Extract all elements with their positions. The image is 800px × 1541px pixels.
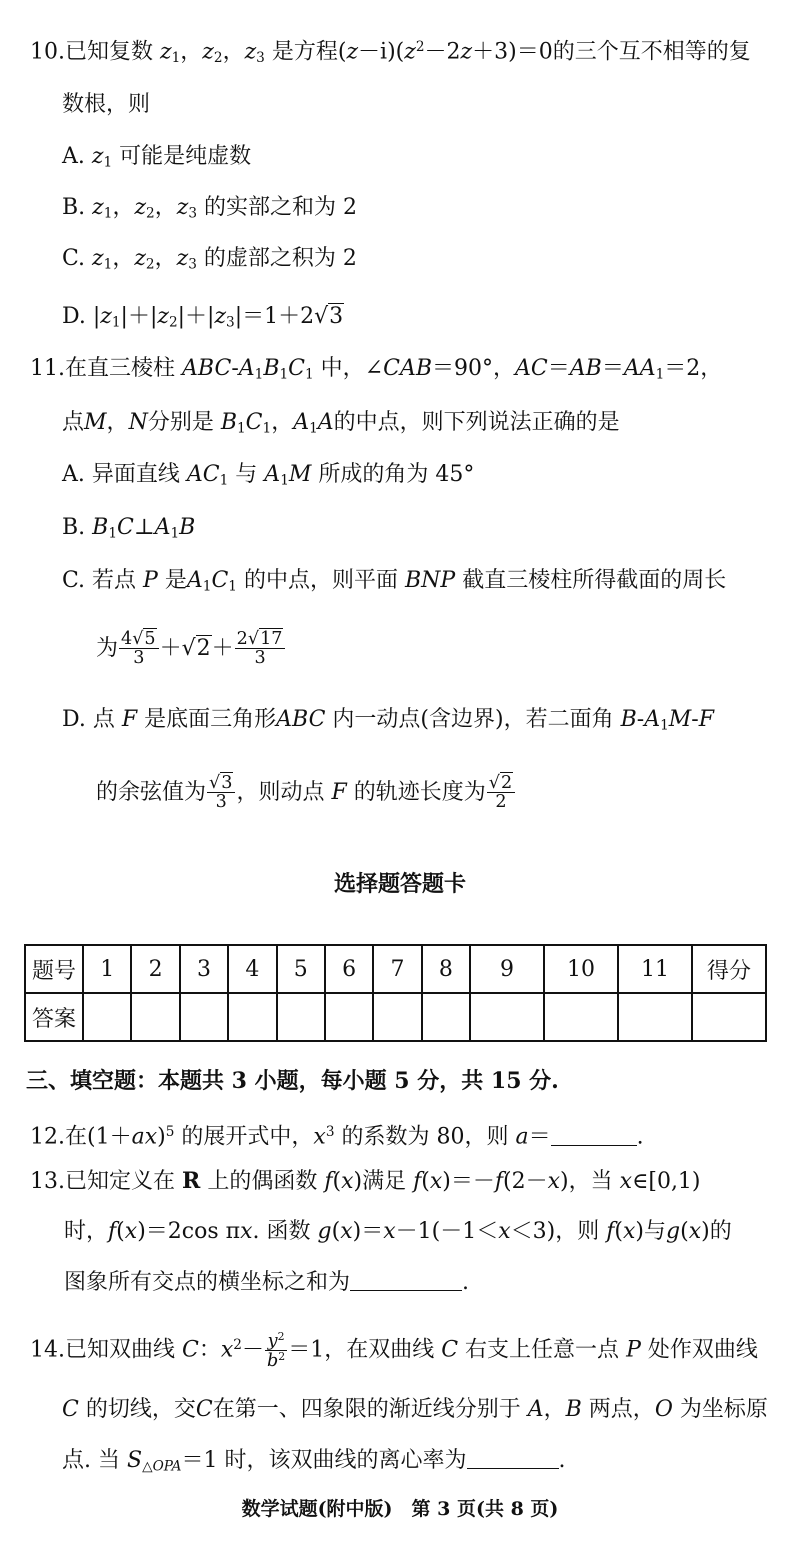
question-number-cell: 5	[277, 945, 325, 993]
question-number-cell: 6	[325, 945, 373, 993]
question-number-cell: 9	[470, 945, 544, 993]
q12-stem: 12.在$(1+ax)^5$ 的展开式中，$x^3$ 的系数为 80，则 a＝ .	[30, 1124, 644, 1150]
q10-option-b: B. $z_1$，$z_2$，$z_3$ 的实部之和为 2	[62, 195, 357, 222]
answer-card-title: 选择题答题卡	[333, 871, 466, 897]
question-number-cell: 11	[618, 945, 692, 993]
row-label-answer: 答案	[25, 993, 83, 1041]
q11-option-b: B. $B_1C\perp A_1B$	[62, 515, 196, 542]
q11-option-d: D. 点 F 是底面三角形ABC 内一动点(含边界)，若二面角 $B-A_1M-F$	[62, 707, 714, 734]
question-number-cell: 2	[131, 945, 179, 993]
answer-cell[interactable]	[228, 993, 276, 1041]
q14-stem: 14.已知双曲线 C：$x^2-$ $\frac{y^2}{b^2}$ ＝1，在双曲线 C 右支上任意一点 P 处作双曲线	[30, 1329, 758, 1371]
q11-option-a: A. 异面直线 $AC_1$ 与 $A_1M$ 所成的角为 45°	[62, 462, 475, 489]
q11-option-d-cont: 的余弦值为 $\frac{√3}{3}$ ，则动点 F 的轨迹长度为 $\frac{√2}{2}$	[96, 774, 516, 812]
answer-cell[interactable]	[83, 993, 131, 1041]
q11-option-c-cont: 为 $\frac{4√5}{3}$ ＋√2＋ $\frac{2√17}{3}$	[96, 630, 286, 668]
question-number-cell: 4	[228, 945, 276, 993]
q13-stem-cont2: 图象所有交点的横坐标之和为 .	[64, 1270, 470, 1295]
answer-cell[interactable]	[325, 993, 373, 1041]
q12-answer-blank[interactable]	[551, 1125, 637, 1146]
section-3-title: 三、填空题：本题共 3 小题，每小题 5 分，共 15 分.	[26, 1068, 559, 1094]
answer-cell[interactable]	[131, 993, 179, 1041]
q13-stem-cont: 时，f(x)＝2cos πx. 函数 g(x)＝x－1(－1＜x＜3)，则 f(x)与g(x)的	[64, 1219, 732, 1244]
row-label-number: 题号	[25, 945, 83, 993]
answer-cell[interactable]	[277, 993, 325, 1041]
answer-cell[interactable]	[470, 993, 544, 1041]
answer-card-table	[24, 944, 767, 1042]
q14-stem-cont2: 点. 当 $S_{\triangle OPA}=1$ 时，该双曲线的离心率为 .	[62, 1448, 566, 1475]
question-number-cell: 8	[422, 945, 470, 993]
answer-cell[interactable]	[373, 993, 421, 1041]
q14-answer-blank[interactable]	[467, 1448, 559, 1469]
question-number-cell: 1	[83, 945, 131, 993]
answer-cell[interactable]	[618, 993, 692, 1041]
q11-stem-cont: 点M，N分别是 $B_1C_1$，$A_1A$的中点，则下列说法正确的是	[62, 410, 620, 437]
q11-option-c: C. 若点 P 是$A_1C_1$ 的中点，则平面 BNP 截直三棱柱所得截面的周长	[62, 568, 727, 595]
question-number-cell: 3	[180, 945, 228, 993]
q13-stem: 13.已知定义在 R 上的偶函数 f(x)满足 f(x)＝－f(2－x)，当 x∈[0,1)	[30, 1168, 701, 1194]
question-number-cell: 7	[373, 945, 421, 993]
q14-stem-cont: C 的切线，交C在第一、四象限的渐近线分别于 A，B 两点，O 为坐标原	[62, 1397, 768, 1422]
q10-option-c: C. $z_1$，$z_2$，$z_3$ 的虚部之积为 2	[62, 246, 357, 273]
q10-option-a: A. $z_1$ 可能是纯虚数	[62, 144, 252, 171]
q10-option-d: D. $|z_1|+|z_2|+|z_3|=1+2√3$	[62, 304, 344, 331]
answer-cell[interactable]	[544, 993, 618, 1041]
q10-stem-cont: 数根，则	[62, 92, 151, 117]
answer-card-answer-row	[25, 993, 766, 1041]
answer-card-number-row	[25, 945, 766, 993]
score-label-cell: 得分	[692, 945, 766, 993]
q11-stem: 11.在直三棱柱 ABC-$A_1B_1C_1$ 中，∠CAB＝90°，$AC=AB=AA_1=2$，	[30, 356, 723, 383]
q13-answer-blank[interactable]	[350, 1270, 462, 1291]
question-number-cell: 10	[544, 945, 618, 993]
page-footer: 数学试题(附中版) 第 3 页(共 8 页)	[241, 1498, 559, 1520]
score-cell[interactable]	[692, 993, 766, 1041]
answer-cell[interactable]	[422, 993, 470, 1041]
answer-cell[interactable]	[180, 993, 228, 1041]
q10-stem: 10.已知复数 $z_1$，$z_2$，$z_3$ 是方程$(z-i)(z^2-2z+3)=0$的三个互不相等的复	[30, 39, 751, 66]
